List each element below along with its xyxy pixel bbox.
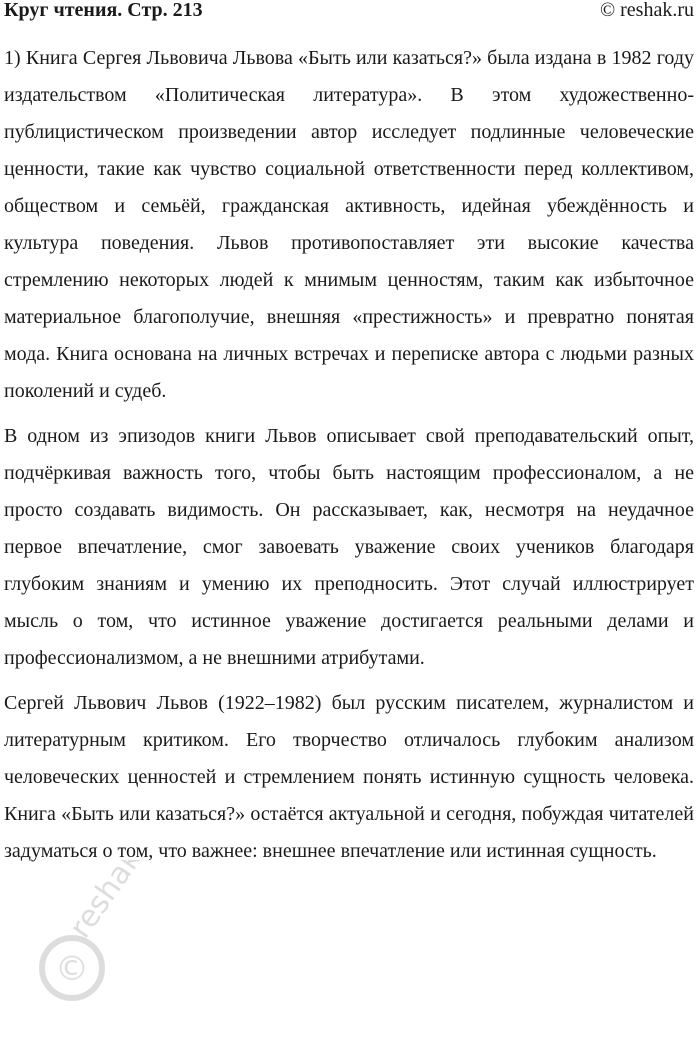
paragraph-1: 1) Книга Сергея Львовича Львова «Быть или казаться?» была издана в 1982 году издательством «Политическая литература». В этом художественно-публицистическом произведении автор исследует подлинные человеческие ценности, такие как чувство социальной ответственности перед коллективом, обществом и семьёй, гражданская активность, идейная убеждённость и культура поведения. Львов противопоставляет эти высокие качества стремлению некоторых людей к мнимым ценностям, таким как избыточное материальное благополучие, внешняя «престижность» и превратно понятая мода. Книга основана на личных встречах и переписке автора с людьми разных поколений и судеб. [4,47,694,402]
paragraph-3: Сергей Львович Львов (1922–1982) был русским писателем, журналистом и литературным критиком. Его творчество отличалось глубоким анализом человеческих ценностей и стремлением понять истинную сущность человека. Книга «Быть или казаться?» остаётся актуальной и сегодня, побуждая читателей задуматься о том, что важнее: внешнее впечатление или истинная сущность. [4,692,694,862]
page-title: Круг чтения. Стр. 213 [4,0,203,21]
svg-text:reshak.ru: reshak.ru [62,860,170,945]
watermark-logo-icon [30,860,170,1010]
page-header [4,0,694,24]
site-copyright[interactable]: © reshak.ru [599,0,694,21]
paragraph-2: В одном из эпизодов книги Львов описывает свой преподавательский опыт, подчёркивая важность того, чтобы быть настоящим профессионалом, а не просто создавать видимость. Он рассказывает, как, несмотря на неудачное первое впечатление, смог завоевать уважение своих учеников благодаря глубоким знаниям и умению их преподносить. Этот случай иллюстрирует мысль о том, что истинное уважение достигается реальными делами и профессионализмом, а не внешними атрибутами. [4,425,694,669]
svg-text:©: © [55,949,89,989]
article-body [4,40,694,878]
